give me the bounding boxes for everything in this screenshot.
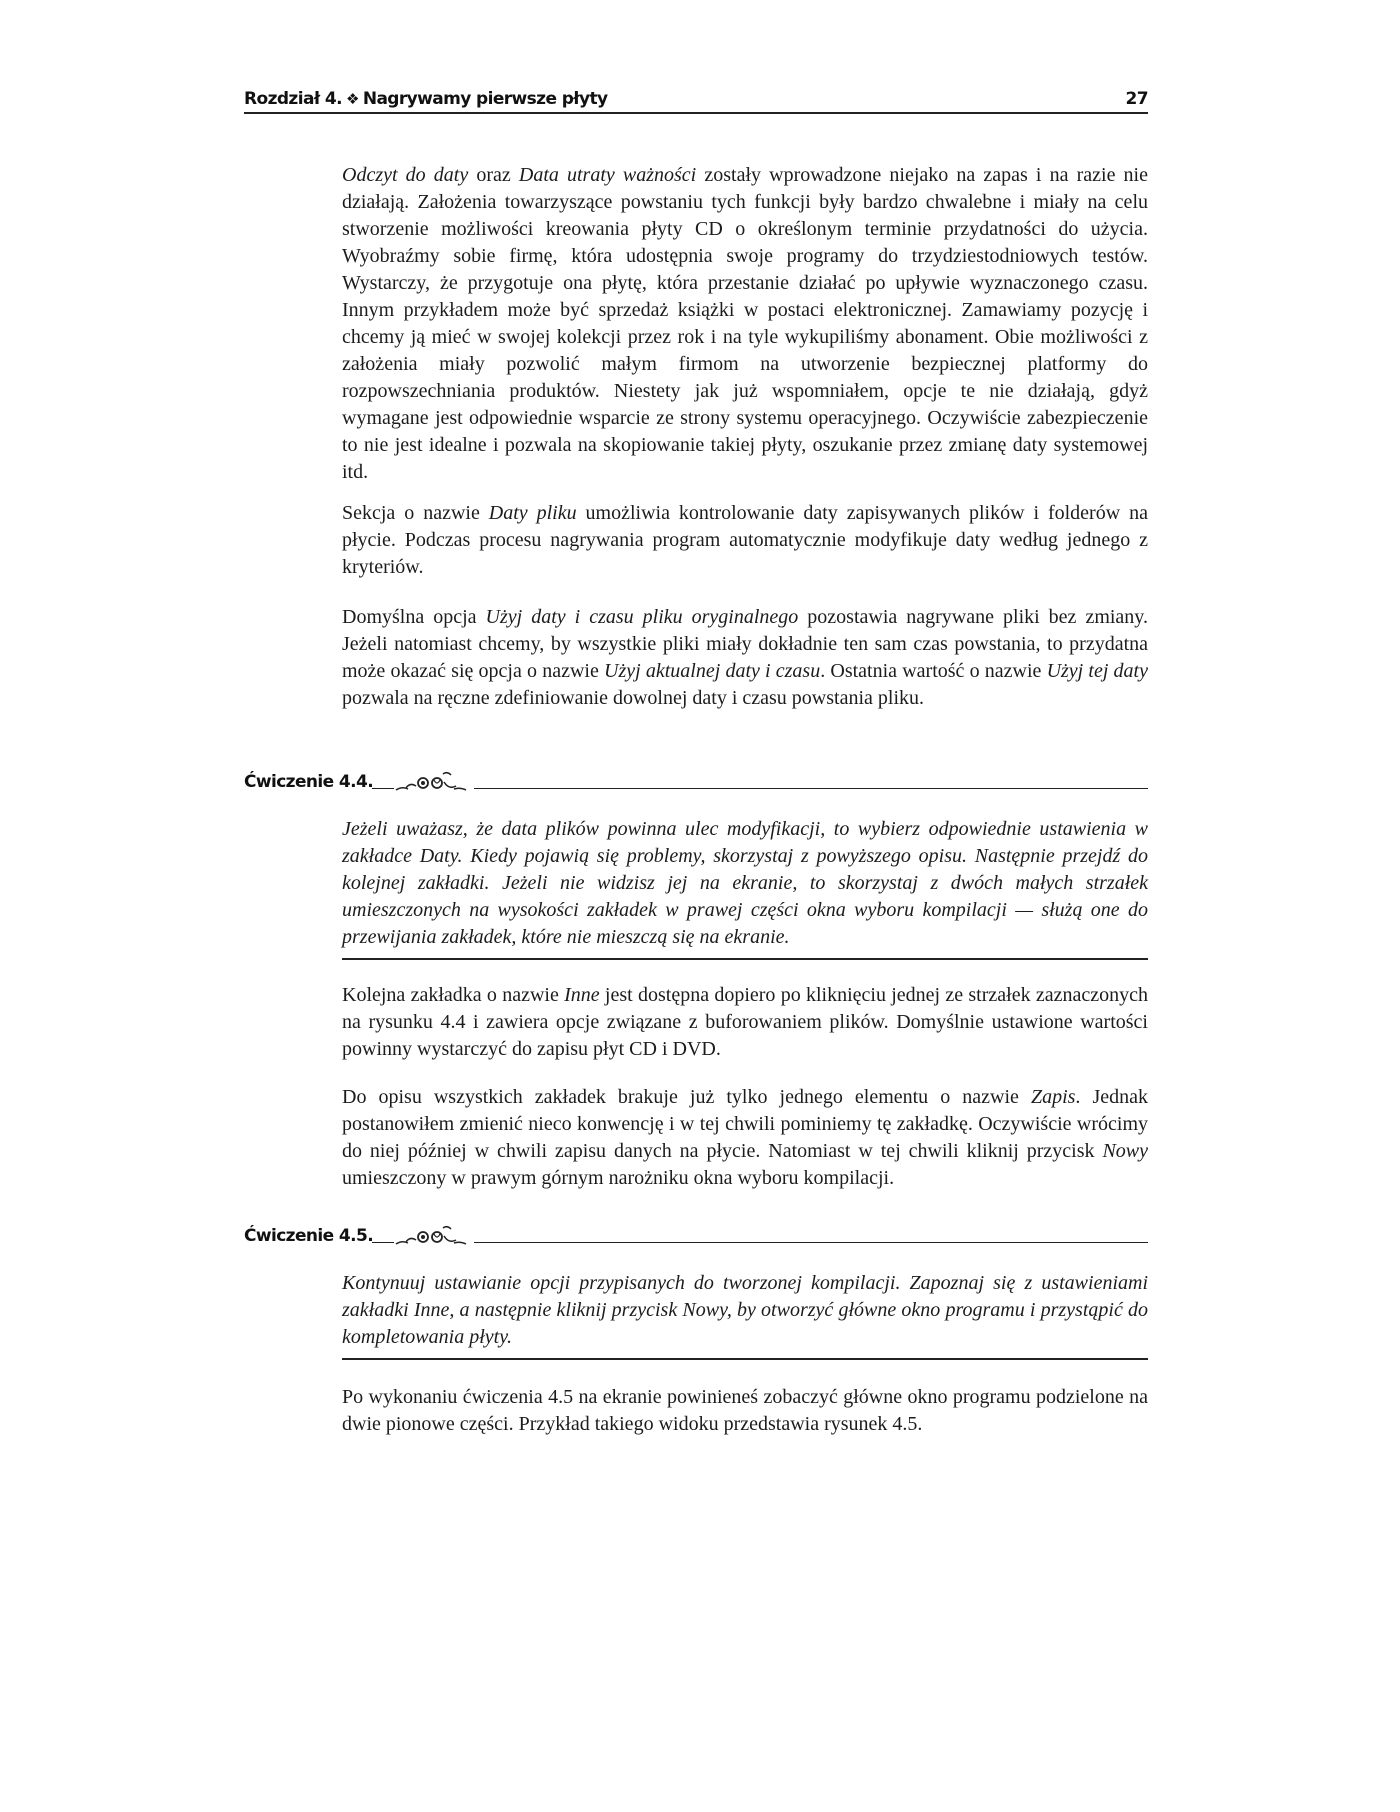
- paragraph-1: [342, 162, 1148, 486]
- exercise-4-5-text: [342, 1270, 1148, 1351]
- paragraph-3: [342, 604, 1148, 712]
- text-run: pozostawia nagrywane pliki bez zmiany. Jeżeli natomiast chcemy, by wszystkie pliki miały dokładnie ten sam czas powstania, to przydatna może okazać się opcja o nazwie: [342, 606, 1149, 682]
- italic-run: Użyj tej daty: [1046, 660, 1148, 682]
- exercise-4-5-end-rule: [342, 1358, 1148, 1360]
- page-number: 27: [1125, 89, 1148, 109]
- exercise-4-4-text: [342, 816, 1148, 951]
- header-separator: ❖: [345, 90, 359, 108]
- ornament-icon: [394, 1222, 474, 1248]
- heading-rule: [474, 1242, 1148, 1243]
- text-run: umożliwia kontrolowanie daty zapisywanych plików i folderów na płycie. Podczas procesu nagrywania program automatycznie modyfikuje daty według jednego z kryteriów.: [342, 502, 1148, 578]
- text-run: oraz: [468, 164, 519, 186]
- paragraph-4: [342, 982, 1148, 1063]
- exercise-text: Jeżeli uważasz, że data plików powinna ulec modyfikacji, to wybierz odpowiednie ustawienia w zakładce Daty. Kiedy pojawią się problemy, skorzystaj z powyższego opisu. Następnie przejdź do kolejnej zakładki. Jeżeli nie widzisz jej na ekranie, to skorzystaj z dwóch małych strzałek umieszczonych na wysokości zakładek w prawej części okna wyboru kompilacji — służą one do przewijania zakładek, które nie mieszczą się na ekranie.: [342, 818, 1148, 948]
- text-run: Po wykonaniu ćwiczenia 4.5 na ekranie powinieneś zobaczyć główne okno programu podzielone na dwie pionowe części. Przykład takiego widoku przedstawia rysunek 4.5.: [342, 1386, 1148, 1435]
- paragraph-text: [342, 1084, 1148, 1192]
- text-run: zostały wprowadzone niejako na zapas i na razie nie działają. Założenia towarzyszące powstaniu tych funkcji były bardzo chwalebne i miały na celu stworzenie możliwości kreowania płyty CD o określonym terminie przydatności do użycia. Wyobraźmy sobie firmę, która udostępnia swoje programy do trzydziestodniowych testów. Wystarczy, że przygotuje ona płytę, która przestanie działać po upływie wyznaczonego czasu. Innym przykładem może być sprzedaż książki w postaci elektronicznej. Zamawiamy pozycję i chcemy ją mieć w swojej kolekcji przez rok i na tyle wykupiliśmy abonament. Obie możliwości z założenia miały pozwolić małym firmom na utworzenie bezpiecznej platformy do rozpowszechniania produktów. Niestety jak już wspomniałem, opcje te nie działają, gdyż wymagane jest odpowiednie wsparcie ze strony systemu operacyjnego. Oczywiście zabezpieczenie to nie jest idealne i pozwala na skopiowanie takiej płyty, oszukanie przez zmianę daty systemowej itd.: [342, 164, 1148, 483]
- text-run: Sekcja o nazwie: [342, 502, 489, 524]
- italic-run: Nowy: [1102, 1140, 1148, 1162]
- ornament-icon: [394, 768, 474, 794]
- italic-run: Zapis: [1030, 1086, 1076, 1108]
- paragraph-text: [342, 500, 1148, 581]
- paragraph-6: [342, 1384, 1148, 1438]
- italic-run: Odczyt do daty: [342, 164, 469, 186]
- paragraph-text: [342, 604, 1148, 712]
- text-run: pozwala na ręczne zdefiniowanie dowolnej daty i czasu powstania pliku.: [342, 687, 925, 709]
- exercise-text: Kontynuuj ustawianie opcji przypisanych do tworzonej kompilacji. Zapoznaj się z ustawieniami zakładki Inne, a następnie kliknij przycisk Nowy, by otworzyć główne okno programu i przystąpić do kompletowania płyty.: [342, 1272, 1148, 1348]
- text-run: jest dostępna dopiero po kliknięciu jednej ze strzałek zaznaczonych na rysunku 4.4 i zawiera opcje związane z buforowaniem plików. Domyślnie ustawione wartości powinny wystarczyć do zapisu płyt CD i DVD.: [342, 984, 1149, 1060]
- running-header: [244, 86, 1148, 114]
- heading-rule: [372, 1242, 394, 1243]
- text-run: Kolejna zakładka o nazwie: [342, 984, 565, 1006]
- text-run: Do opisu wszystkich zakładek brakuje już tylko jednego elementu o nazwie: [342, 1086, 1031, 1108]
- chapter-number: Rozdział 4.: [244, 89, 342, 109]
- exercise-label: Ćwiczenie 4.5.: [244, 1226, 374, 1246]
- heading-rule: [372, 788, 394, 789]
- text-run: umieszczony w prawym górnym narożniku okna wyboru kompilacji.: [342, 1167, 895, 1189]
- italic-run: Data utraty ważności: [518, 164, 697, 186]
- exercise-4-4-heading: [244, 764, 1148, 794]
- italic-run: Użyj aktualnej daty i czasu: [604, 660, 821, 682]
- italic-run: Inne: [564, 984, 600, 1006]
- exercise-4-4-end-rule: [342, 958, 1148, 960]
- exercise-4-5-heading: [244, 1218, 1148, 1248]
- paragraph-text: [342, 1384, 1148, 1438]
- paragraph-text: [342, 162, 1148, 486]
- paragraph-text: [342, 982, 1148, 1063]
- text-run: Domyślna opcja: [342, 606, 486, 628]
- heading-rule: [474, 788, 1148, 789]
- text-run: . Ostatnia wartość o nazwie: [820, 660, 1047, 682]
- italic-run: Daty pliku: [488, 502, 577, 524]
- paragraph-5: [342, 1084, 1148, 1192]
- header-left: [244, 89, 607, 109]
- chapter-title: Nagrywamy pierwsze płyty: [362, 89, 608, 109]
- exercise-label: Ćwiczenie 4.4.: [244, 772, 374, 792]
- text-run: . Jednak postanowiłem zmienić nieco konwencję i w tej chwili pominiemy tę zakładkę. Oczywiście wrócimy do niej później w chwili zapisu danych na płycie. Natomiast w tej chwili kliknij przycisk: [342, 1086, 1149, 1162]
- italic-run: Użyj daty i czasu pliku oryginalnego: [485, 606, 799, 628]
- paragraph-2: [342, 500, 1148, 581]
